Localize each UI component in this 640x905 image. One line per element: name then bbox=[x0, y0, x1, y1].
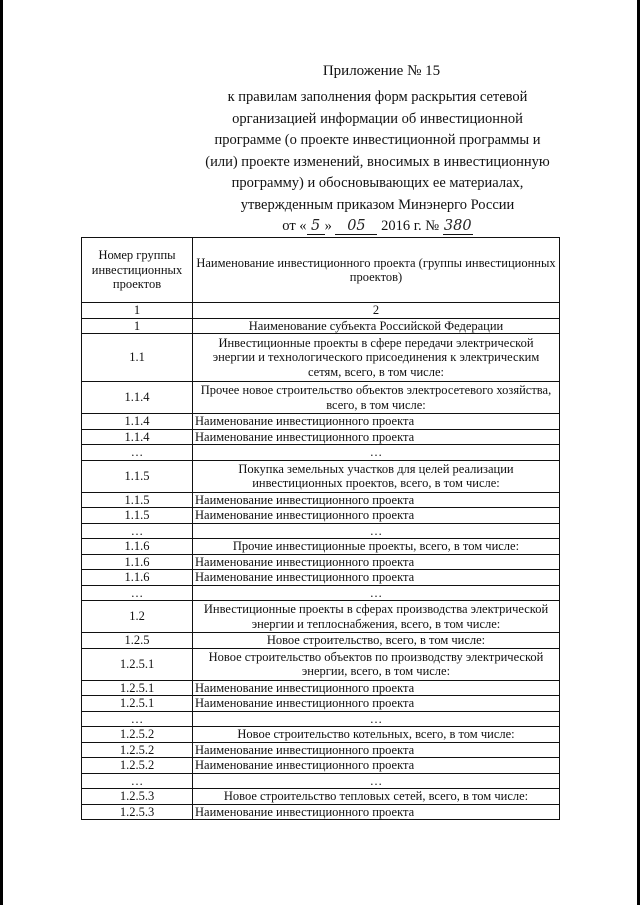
table-row bbox=[82, 804, 560, 820]
table-row bbox=[82, 554, 560, 570]
project-name-cell: … bbox=[193, 773, 560, 789]
group-number-cell: 1.1 bbox=[82, 334, 193, 382]
table-row bbox=[82, 633, 560, 649]
group-number-cell: 1.1.4 bbox=[82, 414, 193, 430]
group-number-cell: 1.1.5 bbox=[82, 492, 193, 508]
group-number-cell: 1.2.5.1 bbox=[82, 648, 193, 680]
appendix-header bbox=[195, 62, 560, 236]
appendix-line: программу) и обосновывающих ее материалах, bbox=[231, 175, 524, 191]
table-row bbox=[82, 445, 560, 461]
project-name-cell: Покупка земельных участков для целей реализации инвестиционных проектов, всего, в том числе: bbox=[193, 460, 560, 492]
group-number-cell: 1.1.6 bbox=[82, 554, 193, 570]
group-number-cell: 1.1.6 bbox=[82, 570, 193, 586]
group-number-cell: … bbox=[82, 445, 193, 461]
project-name-cell: Наименование инвестиционного проекта bbox=[193, 414, 560, 430]
group-number-cell: … bbox=[82, 773, 193, 789]
group-number-cell: … bbox=[82, 711, 193, 727]
date-year: 2016 г. № bbox=[377, 218, 443, 234]
group-number-cell: 1.2.5.1 bbox=[82, 696, 193, 712]
table-row bbox=[82, 429, 560, 445]
group-number-cell: 1.2 bbox=[82, 601, 193, 633]
project-name-cell: Новое строительство, всего, в том числе: bbox=[193, 633, 560, 649]
project-name-cell: Наименование инвестиционного проекта bbox=[193, 804, 560, 820]
group-number-cell: 1.2.5.2 bbox=[82, 758, 193, 774]
project-name-cell: Новое строительство тепловых сетей, всего, в том числе: bbox=[193, 789, 560, 805]
appendix-line: программе (о проекте инвестиционной программы и bbox=[214, 132, 541, 148]
table-row bbox=[82, 680, 560, 696]
group-number-cell: … bbox=[82, 585, 193, 601]
group-number-cell: 1.2.5.2 bbox=[82, 742, 193, 758]
appendix-line: (или) проекте изменений, вносимых в инвестиционную bbox=[205, 153, 550, 170]
header-group-number: Номер группы инвестиционных проектов bbox=[82, 238, 193, 303]
appendix-line: к правилам заполнения форм раскрытия сетевой bbox=[227, 89, 528, 105]
project-name-cell: … bbox=[193, 445, 560, 461]
table-row bbox=[82, 585, 560, 601]
table-body bbox=[82, 318, 560, 820]
appendix-title: Приложение № 15 bbox=[322, 63, 441, 79]
table-row bbox=[82, 758, 560, 774]
project-name-cell: Инвестиционные проекты в сфере передачи электрической энергии и технологического присоединения к электрическим сетям, всего, в том числе: bbox=[193, 334, 560, 382]
column-number-row bbox=[82, 303, 560, 319]
project-name-cell: Прочие инвестиционные проекты, всего, в том числе: bbox=[193, 539, 560, 555]
table-header-row bbox=[82, 238, 560, 303]
table-row bbox=[82, 539, 560, 555]
project-name-cell: Наименование инвестиционного проекта bbox=[193, 742, 560, 758]
group-number-cell: 1.1.4 bbox=[82, 382, 193, 414]
project-name-cell: Наименование инвестиционного проекта bbox=[193, 758, 560, 774]
group-number-cell: … bbox=[82, 523, 193, 539]
table-row bbox=[82, 601, 560, 633]
date-mid: » bbox=[324, 218, 336, 234]
column-number: 2 bbox=[193, 303, 560, 319]
group-number-cell: 1.2.5.1 bbox=[82, 680, 193, 696]
table-row bbox=[82, 727, 560, 743]
table-row bbox=[82, 318, 560, 334]
table-row bbox=[82, 648, 560, 680]
column-number: 1 bbox=[82, 303, 193, 319]
table-row bbox=[82, 523, 560, 539]
project-name-cell: … bbox=[193, 585, 560, 601]
table-row bbox=[82, 696, 560, 712]
table-row bbox=[82, 773, 560, 789]
project-name-cell: Наименование инвестиционного проекта bbox=[193, 696, 560, 712]
appendix-line: утвержденным приказом Минэнерго России bbox=[240, 196, 515, 213]
group-number-cell: 1.1.5 bbox=[82, 508, 193, 524]
table-row bbox=[82, 460, 560, 492]
appendix-line: организацией информации об инвестиционной bbox=[232, 110, 523, 127]
project-name-cell: … bbox=[193, 523, 560, 539]
group-number-cell: 1.1.5 bbox=[82, 460, 193, 492]
group-number-cell: 1.1.4 bbox=[82, 429, 193, 445]
group-number-cell: 1 bbox=[82, 318, 193, 334]
table-row bbox=[82, 382, 560, 414]
project-name-cell: Наименование инвестиционного проекта bbox=[193, 429, 560, 445]
project-name-cell: Инвестиционные проекты в сферах производства электрической энергии и теплоснабжения, всего, в том числе: bbox=[193, 601, 560, 633]
group-number-cell: 1.2.5.3 bbox=[82, 804, 193, 820]
group-number-cell: 1.2.5 bbox=[82, 633, 193, 649]
table-row bbox=[82, 334, 560, 382]
table-row bbox=[82, 492, 560, 508]
order-date-line bbox=[195, 216, 560, 236]
project-name-cell: Наименование инвестиционного проекта bbox=[193, 570, 560, 586]
project-name-cell: Наименование инвестиционного проекта bbox=[193, 508, 560, 524]
handwritten-order-number: 380 bbox=[443, 218, 472, 234]
project-name-cell: … bbox=[193, 711, 560, 727]
date-prefix: от « bbox=[282, 218, 307, 234]
group-number-cell: 1.1.6 bbox=[82, 539, 193, 555]
handwritten-month: 05 bbox=[335, 219, 377, 235]
project-name-cell: Наименование инвестиционного проекта bbox=[193, 492, 560, 508]
table-row bbox=[82, 508, 560, 524]
project-name-cell: Наименование инвестиционного проекта bbox=[193, 680, 560, 696]
group-number-cell: 1.2.5.2 bbox=[82, 727, 193, 743]
project-name-cell: Новое строительство объектов по производству электрической энергии, всего, в том числе: bbox=[193, 648, 560, 680]
project-name-cell: Новое строительство котельных, всего, в том числе: bbox=[193, 727, 560, 743]
handwritten-day: 5 bbox=[307, 219, 325, 235]
table-row bbox=[82, 711, 560, 727]
project-name-cell: Прочее новое строительство объектов электросетевого хозяйства, всего, в том числе: bbox=[193, 382, 560, 414]
header-project-name: Наименование инвестиционного проекта (группы инвестиционных проектов) bbox=[193, 238, 560, 303]
table-row bbox=[82, 742, 560, 758]
investment-projects-table bbox=[81, 237, 560, 820]
table-row bbox=[82, 789, 560, 805]
project-name-cell: Наименование субъекта Российской Федерации bbox=[193, 318, 560, 334]
table-row bbox=[82, 570, 560, 586]
scan-edge-left bbox=[0, 0, 3, 905]
group-number-cell: 1.2.5.3 bbox=[82, 789, 193, 805]
table-row bbox=[82, 414, 560, 430]
project-name-cell: Наименование инвестиционного проекта bbox=[193, 554, 560, 570]
